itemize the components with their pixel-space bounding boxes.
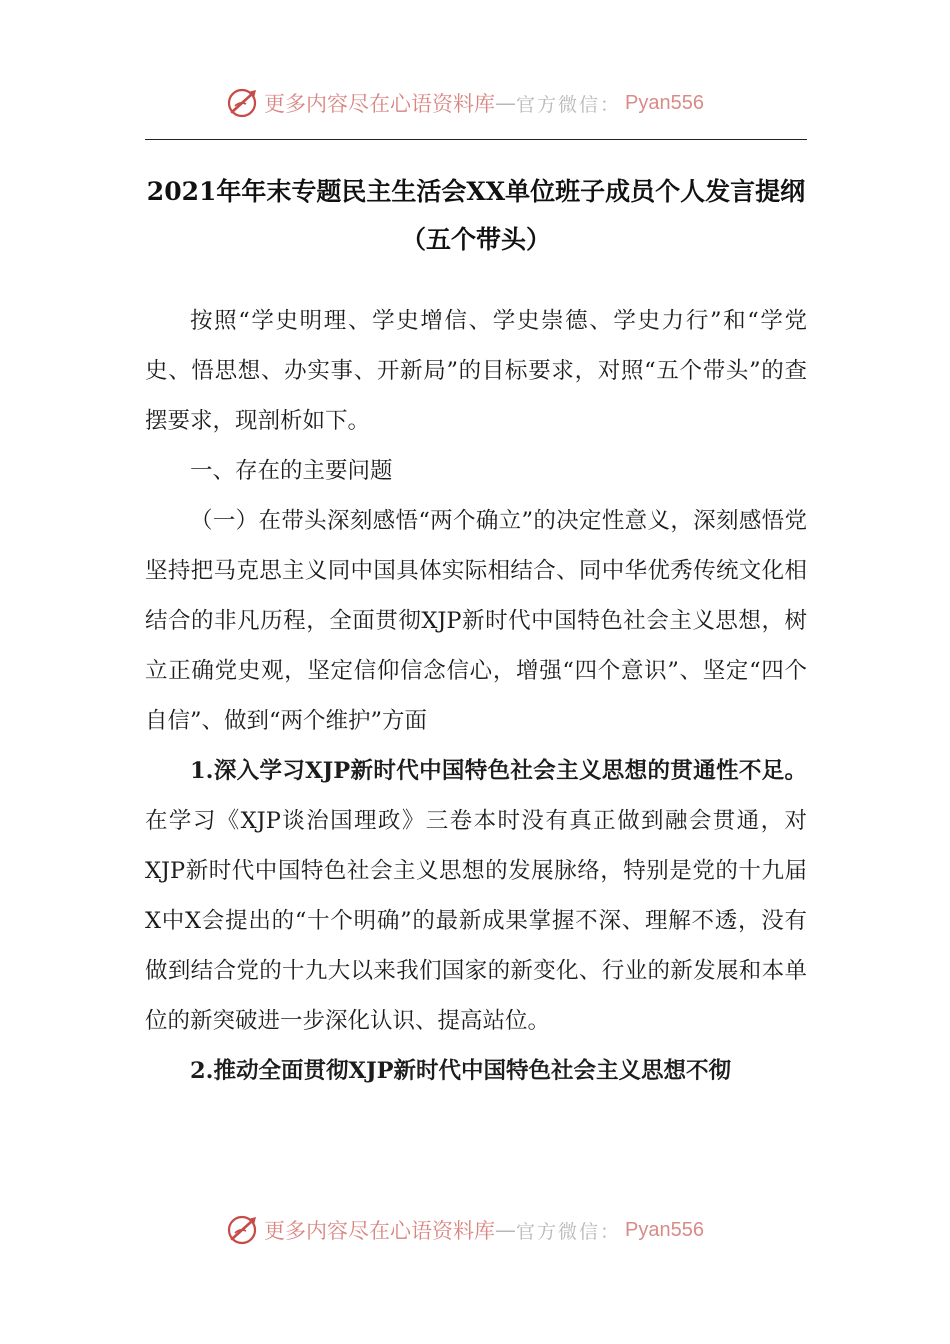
footer-watermark [226, 1210, 746, 1250]
pen-logo-icon [226, 86, 260, 120]
watermark-site-name: 更多内容尽在心语资料库 [264, 92, 495, 116]
subsection-paragraph: （一）在带头深刻感悟“两个确立”的决定性意义，深刻感悟党坚持把马克思主义同中国具体实际相结合、同中华优秀传统文化相结合的非凡历程，全面贯彻XJP新时代中国特色社会主义思想，树立正确党史观，坚定信仰信念信心，增强“四个意识”、坚定“四个自信”、做到“两个维护”方面 [145, 508, 807, 734]
item-1-lead: 1.深入学习XJP新时代中国特色社会主义思想的贯通性不足。 [190, 758, 807, 784]
watermark-separator: — [495, 91, 516, 115]
item-1-text: 在学习《XJP谈治国理政》三卷本时没有真正做到融会贯通，对XJP新时代中国特色社会主义思想的发展脉络，特别是党的十九届X中X会提出的“十个明确”的最新成果掌握不深、理解不透，没有做到结合党的十九大以来我们国家的新变化、行业的新发展和本单位的新突破进一步深化认识、提高站位。 [145, 808, 807, 1034]
item-2-lead: 2.推动全面贯彻XJP新时代中国特色社会主义思想不彻 [190, 1058, 732, 1084]
document-body [145, 296, 807, 1096]
watermark-separator: — [495, 1218, 516, 1242]
watermark-label: 官方微信： [516, 93, 622, 116]
document-title: 2021年年末专题民主生活会XX单位班子成员个人发言提纲（五个带头） [146, 177, 806, 254]
watermark-handle: Pyan556 [625, 1218, 704, 1241]
section-heading: 一、存在的主要问题 [190, 458, 393, 484]
intro-paragraph: 按照“学史明理、学史增信、学史崇德、学史力行”和“学党史、悟思想、办实事、开新局”的目标要求，对照“五个带头”的查摆要求，现剖析如下。 [145, 308, 807, 434]
header-divider [145, 139, 807, 140]
watermark-label: 官方微信： [516, 1220, 622, 1243]
pen-logo-icon [226, 1213, 260, 1247]
item-1-paragraph [145, 746, 807, 1046]
header-watermark [226, 83, 746, 123]
item-2-paragraph [145, 1046, 807, 1096]
watermark-handle: Pyan556 [625, 91, 704, 114]
watermark-site-name: 更多内容尽在心语资料库 [264, 1219, 495, 1243]
